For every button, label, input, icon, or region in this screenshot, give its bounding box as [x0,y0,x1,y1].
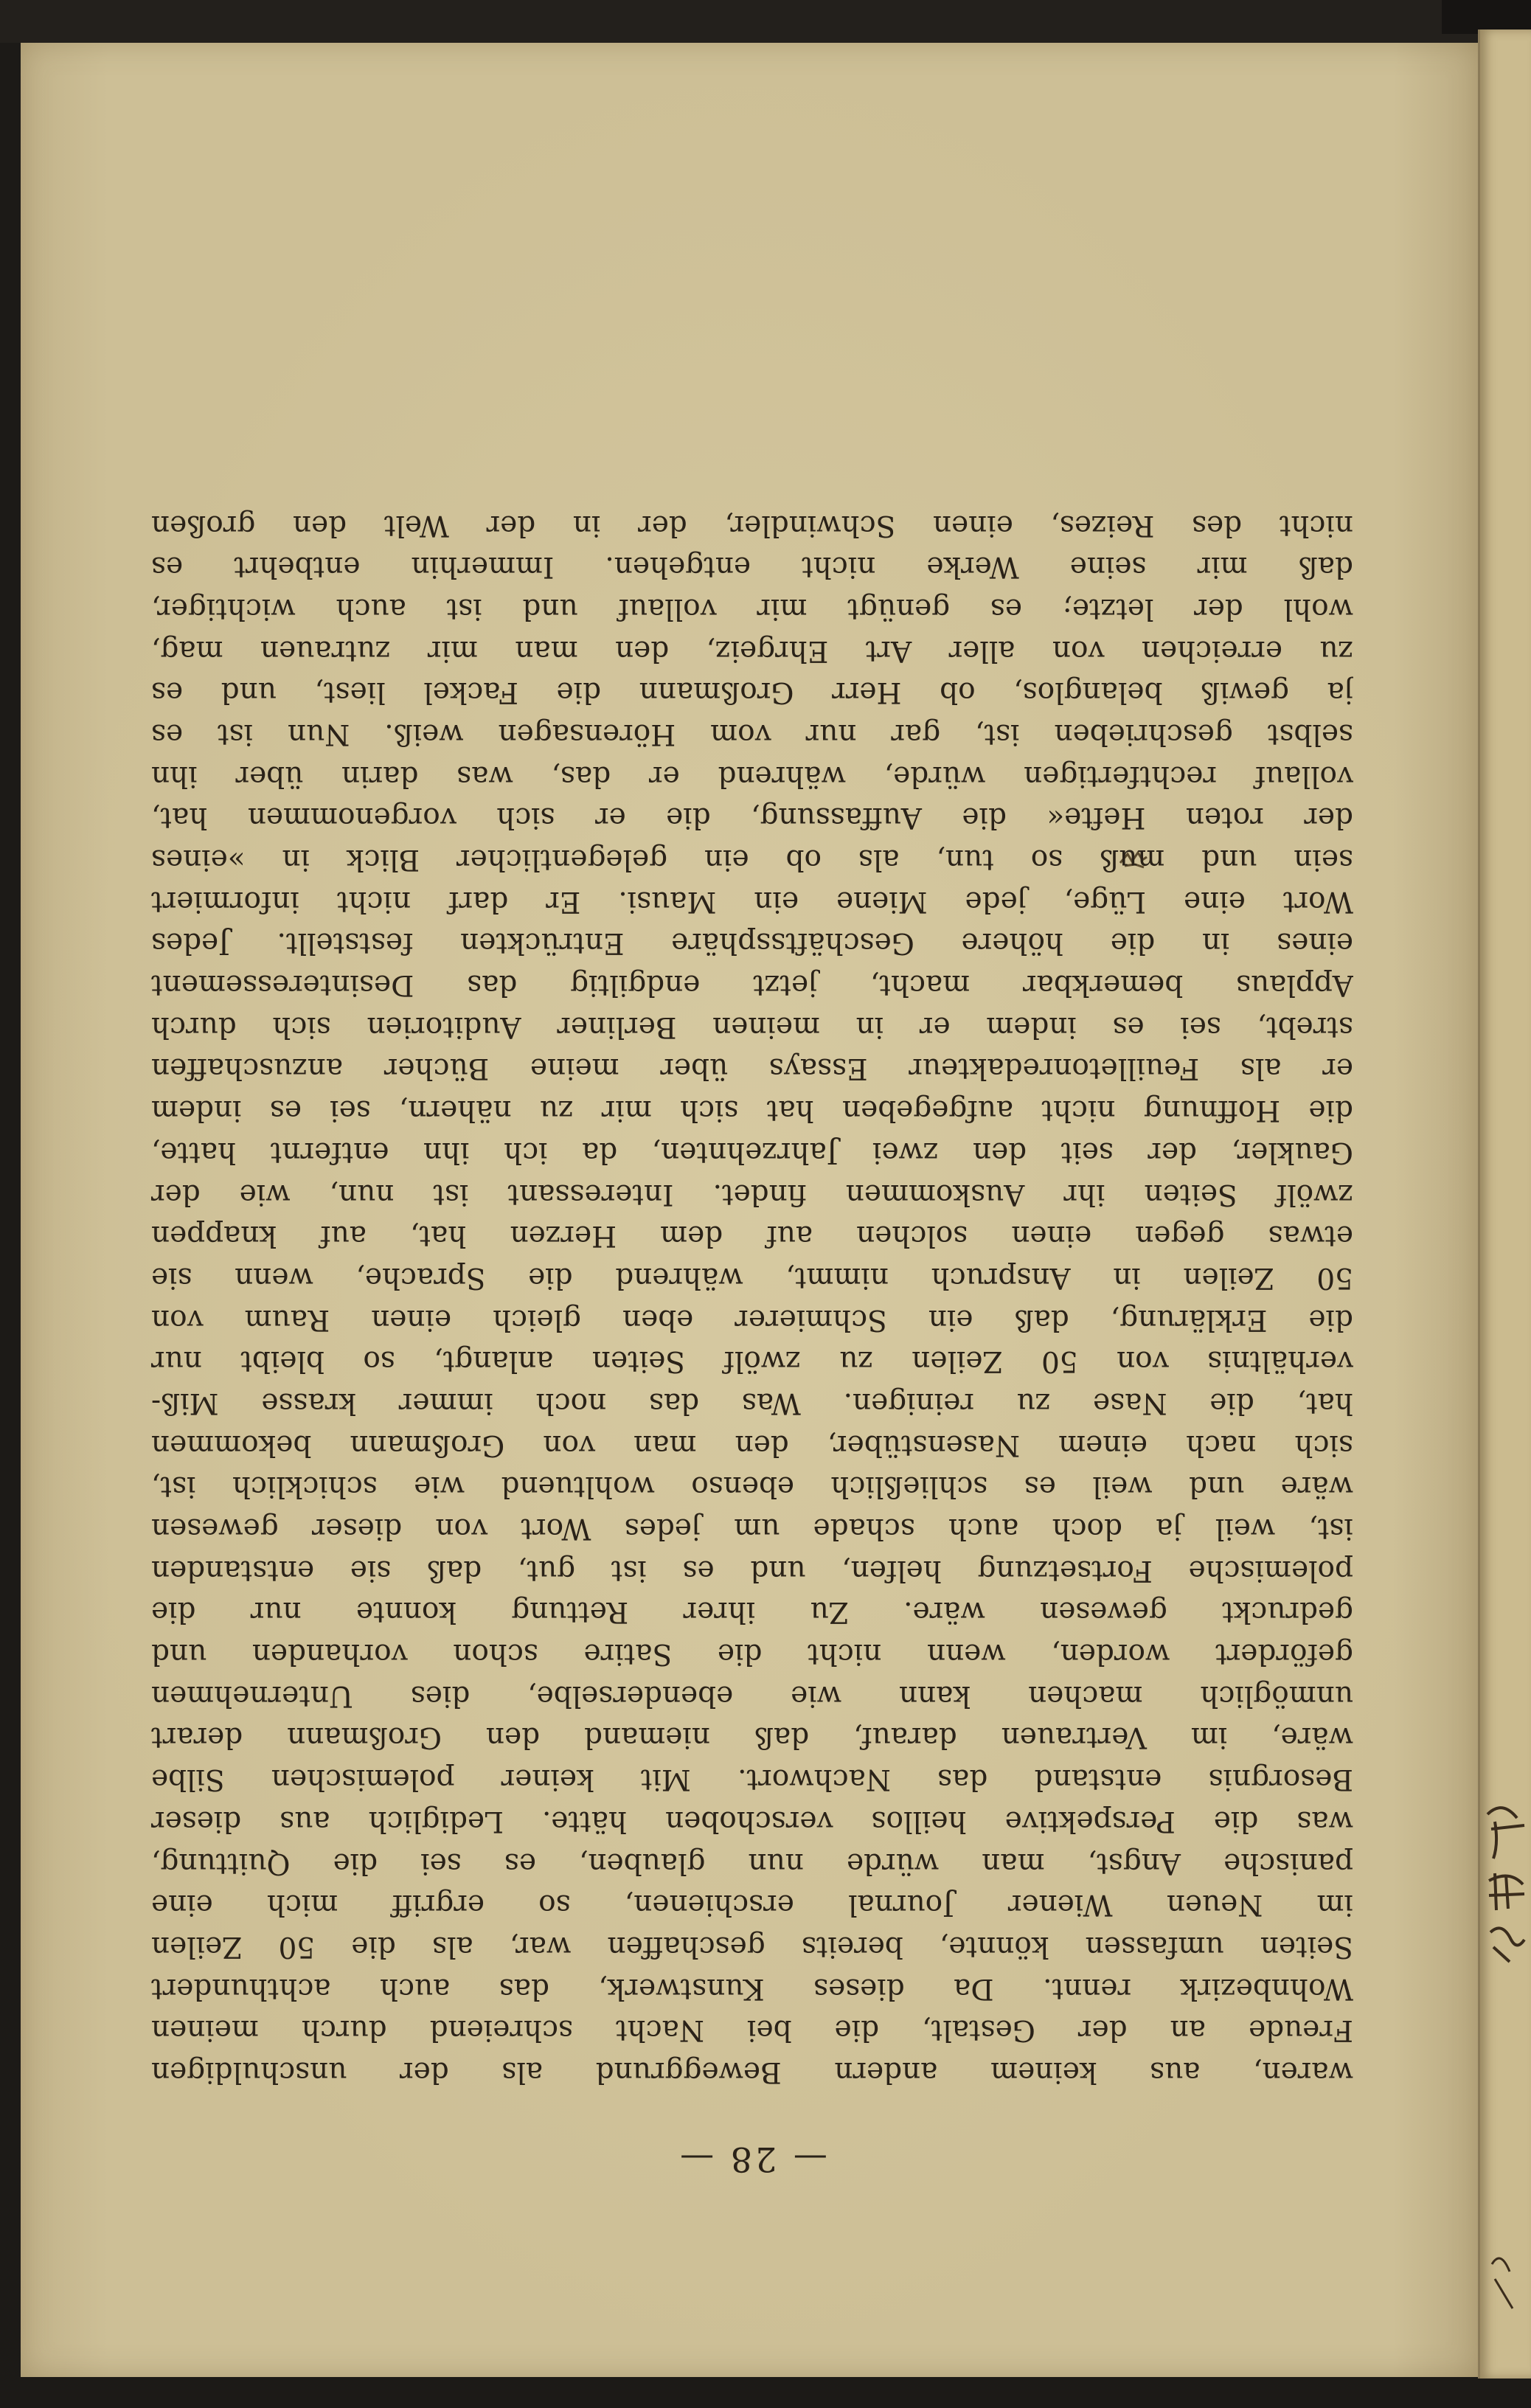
text-line: 50 Zeilen in Anspruch nimmt, während die Sprache, wenn sie [151,1260,1353,1294]
text-line: wohl der letzte; es genügt mir vollauf und ist auch wichtiger, [151,591,1353,625]
text-line: die Erklärung, daß ein Schmierer eben gleich einen Raum von [151,1302,1353,1336]
text-line: Seiten umfassen könnte, bereits geschaffen war, als die 50 Zeilen [151,1929,1353,1963]
text-line: sich nach einem Nasenstüber, den man von Großmann bekommen [151,1428,1353,1462]
text-line: was die Perspektive heillos verschoben hätte. Lediglich aus dieser [151,1804,1353,1838]
text-line: Besorgnis entstand das Nachwort. Mit keiner polemischen Silbe [151,1763,1353,1797]
text-line: verhältnis von 50 Zeilen zu zwölf Seiten anlangt, so bleibt nur [151,1344,1353,1378]
text-line: strebt, sei es indem er in meinen Berliner Auditorien sich durch [151,1010,1353,1044]
text-line: unmöglich machen kann wie ebenderselbe, dies Unternehmen [151,1679,1353,1713]
text-line: er als Feuilletonredakteur Essays über meine Bücher anzuschaffen [151,1052,1353,1086]
text-line: hat, die Nase zu reinigen. Was das noch immer krasse Miß- [151,1387,1353,1420]
text-line: zwölf Seiten ihr Auskommen findet. Interessant ist nun, wie der [151,1177,1353,1211]
text-line: sein und muß so tun, als ob ein gelegentlicher Blick in »eines [151,843,1353,877]
text-line: die Hoffnung nicht aufgegeben hat sich mir zu nähern, sei es indem [151,1094,1353,1128]
text-line: Gaukler, der seit den zwei Jahrzehnten, da ich ihn entfernt hatte, [151,1135,1353,1169]
text-line: eines in die höhere Geschäftssphäre Entrückten feststellt. Jedes [151,926,1353,960]
text-line: Wort eine Lüge, jede Miene ein Mausi. Er darf nicht informiert [151,884,1353,918]
scan-top-edge [0,0,1531,43]
text-line: der roten Hefte« die Auffassung, die er sich vorgenommen hat, [151,801,1353,835]
text-line: Wohnbezirk rennt. Da dieses Kunstwerk, das auch achthundert [151,1971,1353,2005]
page-number: — 28 — [677,2140,827,2179]
text-line: wäre und weil es schließlich ebenso wohltuend wie schicklich ist, [151,1470,1353,1504]
text-line: panische Angst, man würde nun glauben, es sei die Quittung, [151,1846,1353,1880]
handwritten-marginalia-icon [1480,1792,1529,2367]
text-line: waren, aus keinem andern Beweggrund als der unschuldigen [151,2055,1353,2089]
text-line: nicht des Reizes, einen Schwindler, der in der Welt den großen [151,508,1353,542]
printed-text-block [151,409,1353,2179]
text-line: gefördert worden, wenn nicht die Satire schon vorhanden und [151,1637,1353,1671]
text-line: vollauf rechtfertigen würde, während er das, was darin über ihn [151,759,1353,793]
text-line: im Neuen Wiener Journal erschienen, so ergriff mich eine [151,1888,1353,1922]
text-line: gedruckt gewesen wäre. Zu ihrer Rettung konnte nur die [151,1595,1353,1629]
text-line: etwas gegen einen solchen auf dem Herzen hat, auf knappen [151,1219,1353,1253]
text-line: daß mir seine Werke nicht entgehen. Immerhin entbehrt es [151,550,1353,584]
text-line: ja gewiß belanglos, ob Herr Großmann die Fackel liest, und es [151,676,1353,709]
body-text [151,504,1353,2092]
text-line: ist, weil ja doch auch schade um jedes Wort von dieser gewesen [151,1512,1353,1546]
text-line: Applaus bemerkbar macht, jetzt endgiltig das Desinteressement [151,968,1353,1002]
text-line: polemische Fortsetzung helfen, und es ist gut, daß sie entstanden [151,1553,1353,1587]
text-line: zu erreichen von aller Art Ehrgeiz, den man mir zutrauen mag, [151,634,1353,667]
text-line: Freude an der Gestalt, die bei Nacht schreiend durch meinen [151,2013,1353,2047]
text-line: selbst geschrieben ist, gar nur vom Hörensagen weiß. Nun ist es [151,718,1353,751]
adjacent-page-edge [1478,30,1531,2378]
text-line: wäre, im Vertrauen darauf, daß niemand den Großmann derart [151,1721,1353,1755]
